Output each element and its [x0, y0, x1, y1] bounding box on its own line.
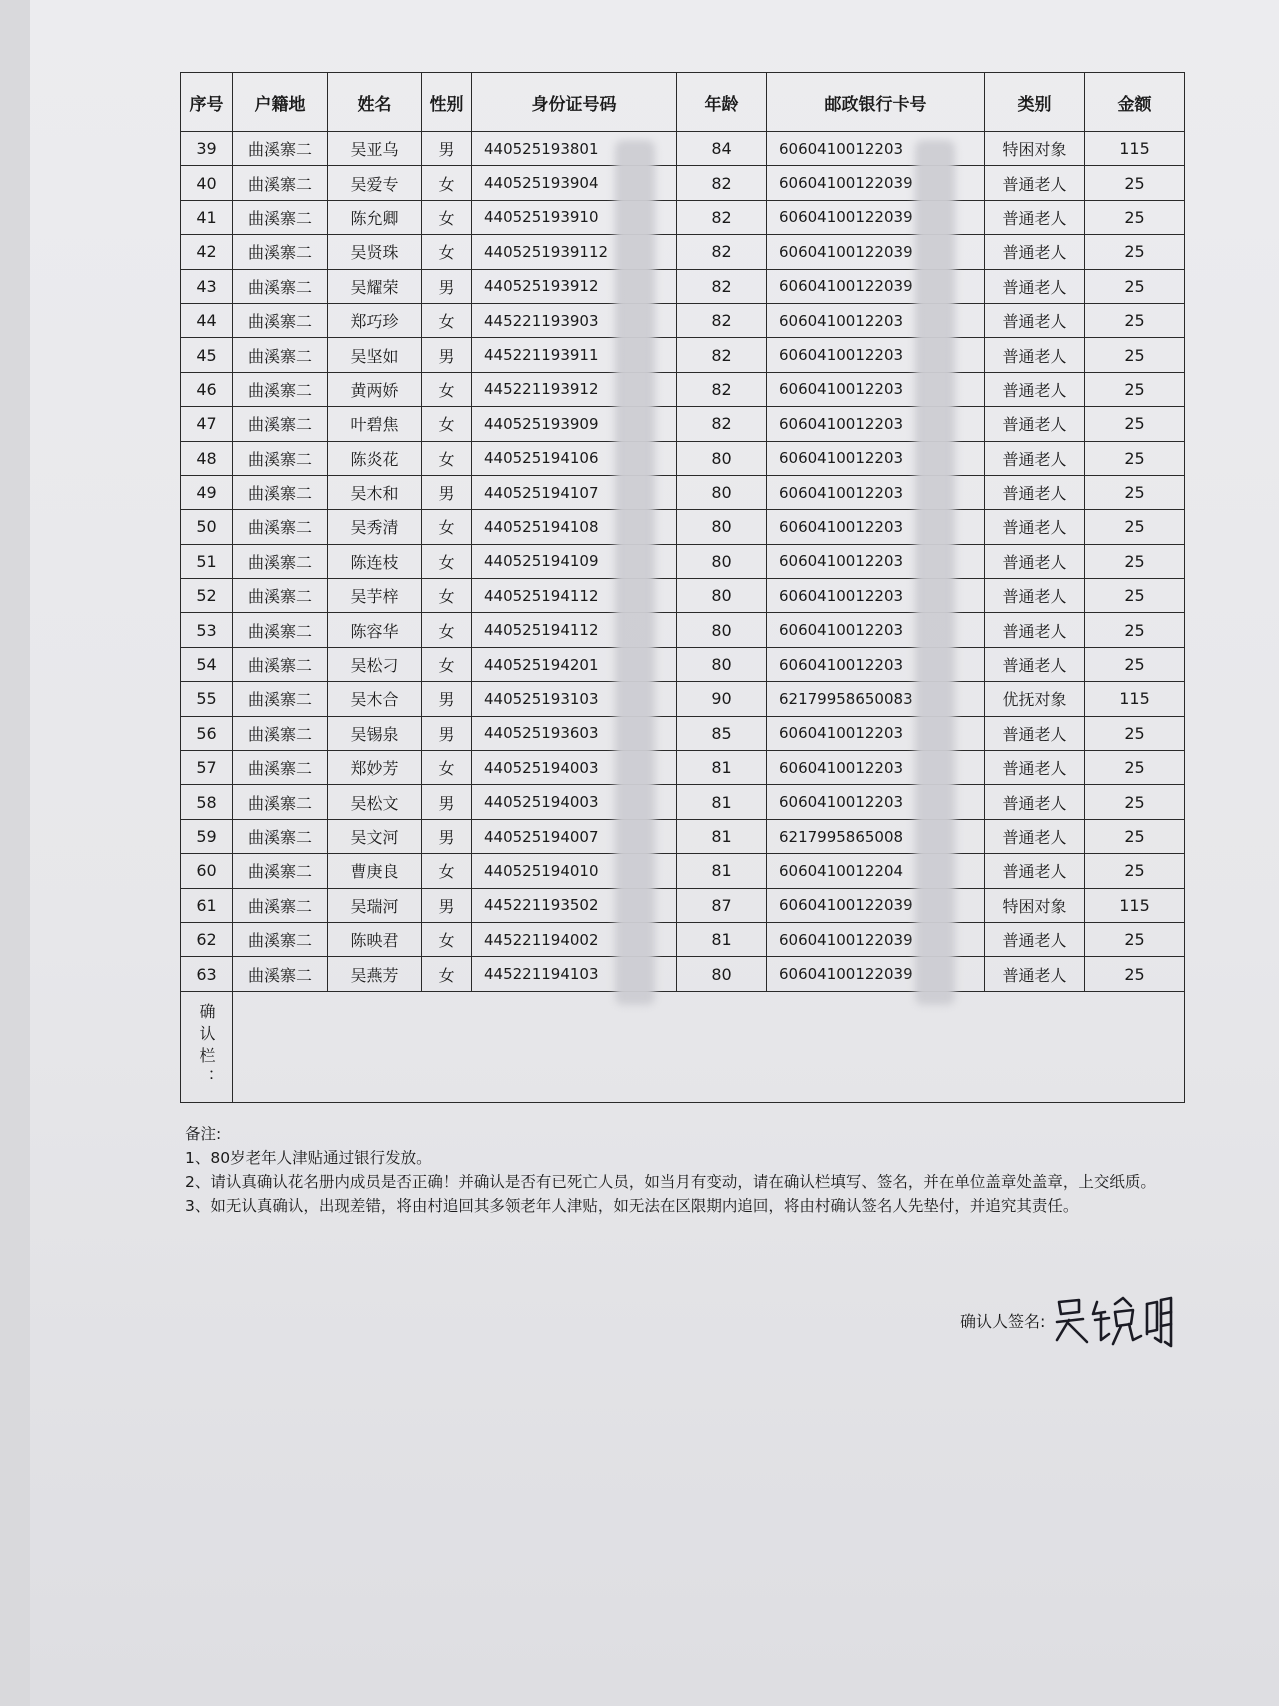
table-row	[181, 475, 1185, 509]
category-cell: 普通老人	[985, 441, 1085, 475]
table-row	[181, 372, 1185, 406]
person-name-cell: 陈容华	[328, 613, 422, 647]
bank-card-number-cell: 6060410012203	[767, 716, 985, 750]
household-place-cell: 曲溪寨二	[233, 200, 328, 234]
row-number-cell: 54	[181, 647, 233, 681]
category-cell: 普通老人	[985, 854, 1085, 888]
amount-cell: 25	[1085, 510, 1185, 544]
sex-cell: 女	[422, 751, 472, 785]
sex-cell: 女	[422, 235, 472, 269]
signature-label: 确认人签名:	[960, 1311, 1046, 1331]
category-cell: 普通老人	[985, 269, 1085, 303]
table-row	[181, 682, 1185, 716]
amount-cell: 115	[1085, 132, 1185, 166]
header-cell: 户籍地	[233, 73, 328, 132]
household-place-cell: 曲溪寨二	[233, 682, 328, 716]
row-number-cell: 40	[181, 166, 233, 200]
id-number-cell: 445221193911	[472, 338, 677, 372]
note-item: 2、请认真确认花名册内成员是否正确！并确认是否有已死亡人员，如当月有变动，请在确认栏填写、签名，并在单位盖章处盖章，上交纸质。	[185, 1173, 1156, 1191]
id-number-cell: 440525193801	[472, 132, 677, 166]
row-number-cell: 60	[181, 854, 233, 888]
id-number-cell: 440525193103	[472, 682, 677, 716]
row-number-cell: 53	[181, 613, 233, 647]
notes-heading: 备注:	[185, 1125, 222, 1143]
household-place-cell: 曲溪寨二	[233, 854, 328, 888]
sex-cell: 女	[422, 544, 472, 578]
category-cell: 普通老人	[985, 647, 1085, 681]
id-number-cell: 440525194003	[472, 751, 677, 785]
age-cell: 81	[677, 785, 767, 819]
category-cell: 普通老人	[985, 303, 1085, 337]
age-cell: 80	[677, 544, 767, 578]
table-row	[181, 613, 1185, 647]
bank-card-number-cell: 6060410012204	[767, 854, 985, 888]
household-place-cell: 曲溪寨二	[233, 613, 328, 647]
table-row	[181, 785, 1185, 819]
amount-cell: 25	[1085, 338, 1185, 372]
id-number-cell: 440525194112	[472, 613, 677, 647]
bank-card-number-cell: 6060410012203	[767, 751, 985, 785]
header-cell: 姓名	[328, 73, 422, 132]
age-cell: 80	[677, 475, 767, 509]
sex-cell: 女	[422, 579, 472, 613]
category-cell: 普通老人	[985, 407, 1085, 441]
category-cell: 普通老人	[985, 372, 1085, 406]
header-cell: 序号	[181, 73, 233, 132]
id-redaction-blur	[615, 140, 655, 1005]
category-cell: 普通老人	[985, 785, 1085, 819]
age-cell: 80	[677, 441, 767, 475]
paper-sheet	[30, 0, 1279, 1706]
id-number-cell: 440525194106	[472, 441, 677, 475]
age-cell: 80	[677, 579, 767, 613]
amount-cell: 25	[1085, 819, 1185, 853]
person-name-cell: 吴文河	[328, 819, 422, 853]
age-cell: 85	[677, 716, 767, 750]
bank-card-number-cell: 6060410012203	[767, 407, 985, 441]
confirm-label: 确认栏：	[197, 1002, 216, 1091]
roster-body	[181, 132, 1185, 992]
age-cell: 90	[677, 682, 767, 716]
category-cell: 普通老人	[985, 819, 1085, 853]
row-number-cell: 62	[181, 922, 233, 956]
amount-cell: 25	[1085, 751, 1185, 785]
amount-cell: 25	[1085, 166, 1185, 200]
sex-cell: 女	[422, 854, 472, 888]
table-row	[181, 544, 1185, 578]
age-cell: 81	[677, 922, 767, 956]
category-cell: 普通老人	[985, 235, 1085, 269]
amount-cell: 25	[1085, 200, 1185, 234]
bank-card-number-cell: 6060410012203	[767, 579, 985, 613]
sex-cell: 女	[422, 510, 472, 544]
category-cell: 普通老人	[985, 613, 1085, 647]
household-place-cell: 曲溪寨二	[233, 819, 328, 853]
bank-card-number-cell: 60604100122039	[767, 235, 985, 269]
household-place-cell: 曲溪寨二	[233, 544, 328, 578]
bank-card-number-cell: 60604100122039	[767, 200, 985, 234]
row-number-cell: 45	[181, 338, 233, 372]
person-name-cell: 吴坚如	[328, 338, 422, 372]
row-number-cell: 61	[181, 888, 233, 922]
table-row	[181, 407, 1185, 441]
amount-cell: 25	[1085, 235, 1185, 269]
header-cell: 年龄	[677, 73, 767, 132]
age-cell: 82	[677, 407, 767, 441]
bank-card-number-cell: 60604100122039	[767, 957, 985, 991]
amount-cell: 25	[1085, 441, 1185, 475]
confirm-row	[181, 991, 1185, 1102]
row-number-cell: 49	[181, 475, 233, 509]
category-cell: 普通老人	[985, 544, 1085, 578]
amount-cell: 25	[1085, 579, 1185, 613]
person-name-cell: 吴松文	[328, 785, 422, 819]
row-number-cell: 58	[181, 785, 233, 819]
table-row	[181, 269, 1185, 303]
id-number-cell: 440525194007	[472, 819, 677, 853]
amount-cell: 25	[1085, 475, 1185, 509]
category-cell: 普通老人	[985, 475, 1085, 509]
id-number-cell: 440525194109	[472, 544, 677, 578]
category-cell: 普通老人	[985, 200, 1085, 234]
person-name-cell: 吴秀清	[328, 510, 422, 544]
household-place-cell: 曲溪寨二	[233, 579, 328, 613]
household-place-cell: 曲溪寨二	[233, 751, 328, 785]
row-number-cell: 48	[181, 441, 233, 475]
signature-row	[960, 1290, 1179, 1350]
household-place-cell: 曲溪寨二	[233, 338, 328, 372]
id-number-cell: 440525193909	[472, 407, 677, 441]
age-cell: 82	[677, 200, 767, 234]
sex-cell: 男	[422, 475, 472, 509]
table-row	[181, 888, 1185, 922]
person-name-cell: 吴锡泉	[328, 716, 422, 750]
person-name-cell: 吴木合	[328, 682, 422, 716]
table-row	[181, 751, 1185, 785]
row-number-cell: 50	[181, 510, 233, 544]
table-row	[181, 579, 1185, 613]
bank-card-number-cell: 6060410012203	[767, 510, 985, 544]
category-cell: 普通老人	[985, 957, 1085, 991]
age-cell: 82	[677, 338, 767, 372]
category-cell: 优抚对象	[985, 682, 1085, 716]
sex-cell: 男	[422, 716, 472, 750]
amount-cell: 25	[1085, 647, 1185, 681]
id-number-cell: 440525193912	[472, 269, 677, 303]
id-number-cell: 440525194010	[472, 854, 677, 888]
row-number-cell: 46	[181, 372, 233, 406]
notes-section	[185, 1122, 1175, 1218]
amount-cell: 25	[1085, 785, 1185, 819]
table-row	[181, 510, 1185, 544]
row-number-cell: 51	[181, 544, 233, 578]
household-place-cell: 曲溪寨二	[233, 647, 328, 681]
person-name-cell: 吴贤珠	[328, 235, 422, 269]
age-cell: 82	[677, 235, 767, 269]
sex-cell: 女	[422, 372, 472, 406]
sex-cell: 女	[422, 303, 472, 337]
id-number-cell: 445221193903	[472, 303, 677, 337]
sex-cell: 女	[422, 166, 472, 200]
confirm-entry-area[interactable]	[233, 991, 1185, 1102]
person-name-cell: 郑妙芳	[328, 751, 422, 785]
age-cell: 80	[677, 647, 767, 681]
header-cell: 性别	[422, 73, 472, 132]
age-cell: 82	[677, 166, 767, 200]
sex-cell: 女	[422, 922, 472, 956]
person-name-cell: 吴爱专	[328, 166, 422, 200]
row-number-cell: 41	[181, 200, 233, 234]
bank-card-number-cell: 60604100122039	[767, 269, 985, 303]
household-place-cell: 曲溪寨二	[233, 475, 328, 509]
category-cell: 普通老人	[985, 716, 1085, 750]
table-row	[181, 854, 1185, 888]
amount-cell: 25	[1085, 922, 1185, 956]
table-row	[181, 957, 1185, 991]
bank-card-number-cell: 6060410012203	[767, 441, 985, 475]
amount-cell: 25	[1085, 407, 1185, 441]
bank-card-number-cell: 6060410012203	[767, 785, 985, 819]
table-row	[181, 303, 1185, 337]
amount-cell: 115	[1085, 682, 1185, 716]
sex-cell: 女	[422, 407, 472, 441]
category-cell: 普通老人	[985, 751, 1085, 785]
id-number-cell: 440525194112	[472, 579, 677, 613]
household-place-cell: 曲溪寨二	[233, 888, 328, 922]
bank-card-number-cell: 6060410012203	[767, 475, 985, 509]
row-number-cell: 55	[181, 682, 233, 716]
person-name-cell: 吴瑞河	[328, 888, 422, 922]
person-name-cell: 陈允卿	[328, 200, 422, 234]
note-item: 3、如无认真确认，出现差错，将由村追回其多领老年人津贴，如无法在区限期内追回，将由村确认签名人先垫付，并追究其责任。	[185, 1197, 1079, 1215]
id-number-cell: 440525193910	[472, 200, 677, 234]
table-row	[181, 132, 1185, 166]
amount-cell: 25	[1085, 544, 1185, 578]
household-place-cell: 曲溪寨二	[233, 957, 328, 991]
category-cell: 普通老人	[985, 338, 1085, 372]
table-row	[181, 166, 1185, 200]
row-number-cell: 57	[181, 751, 233, 785]
household-place-cell: 曲溪寨二	[233, 785, 328, 819]
table-row	[181, 716, 1185, 750]
household-place-cell: 曲溪寨二	[233, 407, 328, 441]
household-place-cell: 曲溪寨二	[233, 716, 328, 750]
amount-cell: 25	[1085, 303, 1185, 337]
id-number-cell: 445221194103	[472, 957, 677, 991]
sex-cell: 男	[422, 338, 472, 372]
person-name-cell: 陈炎花	[328, 441, 422, 475]
age-cell: 80	[677, 510, 767, 544]
bank-card-number-cell: 60604100122039	[767, 922, 985, 956]
id-number-cell: 440525193603	[472, 716, 677, 750]
roster-table	[180, 72, 1185, 1103]
age-cell: 80	[677, 957, 767, 991]
id-number-cell: 445221194002	[472, 922, 677, 956]
table-header-row	[181, 73, 1185, 132]
age-cell: 81	[677, 751, 767, 785]
bank-card-number-cell: 6217995865008	[767, 819, 985, 853]
person-name-cell: 黄两娇	[328, 372, 422, 406]
category-cell: 特困对象	[985, 132, 1085, 166]
sex-cell: 男	[422, 888, 472, 922]
table-row	[181, 647, 1185, 681]
table-row	[181, 338, 1185, 372]
bank-card-number-cell: 6060410012203	[767, 613, 985, 647]
row-number-cell: 52	[181, 579, 233, 613]
person-name-cell: 陈映君	[328, 922, 422, 956]
person-name-cell: 吴木和	[328, 475, 422, 509]
household-place-cell: 曲溪寨二	[233, 235, 328, 269]
bank-card-number-cell: 6060410012203	[767, 372, 985, 406]
amount-cell: 25	[1085, 372, 1185, 406]
person-name-cell: 吴芋梓	[328, 579, 422, 613]
age-cell: 80	[677, 613, 767, 647]
category-cell: 普通老人	[985, 922, 1085, 956]
bank-card-number-cell: 6060410012203	[767, 338, 985, 372]
table-row	[181, 441, 1185, 475]
person-name-cell: 吴耀荣	[328, 269, 422, 303]
sex-cell: 女	[422, 957, 472, 991]
household-place-cell: 曲溪寨二	[233, 510, 328, 544]
id-number-cell: 440525194107	[472, 475, 677, 509]
id-number-cell: 440525194201	[472, 647, 677, 681]
bank-card-number-cell: 6060410012203	[767, 647, 985, 681]
person-name-cell: 吴亚乌	[328, 132, 422, 166]
sex-cell: 男	[422, 682, 472, 716]
row-number-cell: 56	[181, 716, 233, 750]
household-place-cell: 曲溪寨二	[233, 441, 328, 475]
id-number-cell: 440525194003	[472, 785, 677, 819]
table-row	[181, 235, 1185, 269]
sex-cell: 女	[422, 200, 472, 234]
person-name-cell: 陈连枝	[328, 544, 422, 578]
category-cell: 普通老人	[985, 166, 1085, 200]
card-redaction-blur	[915, 140, 955, 1005]
person-name-cell: 吴松刁	[328, 647, 422, 681]
row-number-cell: 63	[181, 957, 233, 991]
table-row	[181, 200, 1185, 234]
household-place-cell: 曲溪寨二	[233, 372, 328, 406]
household-place-cell: 曲溪寨二	[233, 303, 328, 337]
table-row	[181, 819, 1185, 853]
person-name-cell: 叶碧焦	[328, 407, 422, 441]
id-number-cell: 445221193502	[472, 888, 677, 922]
row-number-cell: 44	[181, 303, 233, 337]
bank-card-number-cell: 6060410012203	[767, 544, 985, 578]
table-row	[181, 922, 1185, 956]
sex-cell: 男	[422, 819, 472, 853]
roster-table-wrap	[180, 72, 1184, 1103]
id-number-cell: 440525193904	[472, 166, 677, 200]
sex-cell: 男	[422, 132, 472, 166]
amount-cell: 25	[1085, 957, 1185, 991]
age-cell: 82	[677, 303, 767, 337]
id-number-cell: 445221193912	[472, 372, 677, 406]
amount-cell: 25	[1085, 269, 1185, 303]
row-number-cell: 47	[181, 407, 233, 441]
amount-cell: 25	[1085, 854, 1185, 888]
age-cell: 81	[677, 854, 767, 888]
bank-card-number-cell: 6060410012203	[767, 132, 985, 166]
age-cell: 82	[677, 372, 767, 406]
person-name-cell: 郑巧珍	[328, 303, 422, 337]
category-cell: 普通老人	[985, 579, 1085, 613]
row-number-cell: 42	[181, 235, 233, 269]
row-number-cell: 59	[181, 819, 233, 853]
age-cell: 82	[677, 269, 767, 303]
household-place-cell: 曲溪寨二	[233, 166, 328, 200]
sex-cell: 女	[422, 613, 472, 647]
household-place-cell: 曲溪寨二	[233, 922, 328, 956]
age-cell: 81	[677, 819, 767, 853]
category-cell: 普通老人	[985, 510, 1085, 544]
bank-card-number-cell: 62179958650083	[767, 682, 985, 716]
bank-card-number-cell: 60604100122039	[767, 166, 985, 200]
amount-cell: 115	[1085, 888, 1185, 922]
person-name-cell: 吴燕芳	[328, 957, 422, 991]
household-place-cell: 曲溪寨二	[233, 132, 328, 166]
id-number-cell: 4405251939112	[472, 235, 677, 269]
sex-cell: 女	[422, 647, 472, 681]
household-place-cell: 曲溪寨二	[233, 269, 328, 303]
sex-cell: 男	[422, 269, 472, 303]
category-cell: 特困对象	[985, 888, 1085, 922]
age-cell: 87	[677, 888, 767, 922]
person-name-cell: 曹庚良	[328, 854, 422, 888]
sex-cell: 男	[422, 785, 472, 819]
age-cell: 84	[677, 132, 767, 166]
note-item: 1、80岁老年人津贴通过银行发放。	[185, 1149, 432, 1167]
amount-cell: 25	[1085, 716, 1185, 750]
bank-card-number-cell: 6060410012203	[767, 303, 985, 337]
sex-cell: 女	[422, 441, 472, 475]
header-cell: 邮政银行卡号	[767, 73, 985, 132]
header-cell: 身份证号码	[472, 73, 677, 132]
row-number-cell: 39	[181, 132, 233, 166]
header-cell: 类别	[985, 73, 1085, 132]
row-number-cell: 43	[181, 269, 233, 303]
confirm-label-cell	[181, 991, 233, 1102]
id-number-cell: 440525194108	[472, 510, 677, 544]
header-cell: 金额	[1085, 73, 1185, 132]
bank-card-number-cell: 60604100122039	[767, 888, 985, 922]
amount-cell: 25	[1085, 613, 1185, 647]
handwritten-signature	[1049, 1290, 1179, 1350]
